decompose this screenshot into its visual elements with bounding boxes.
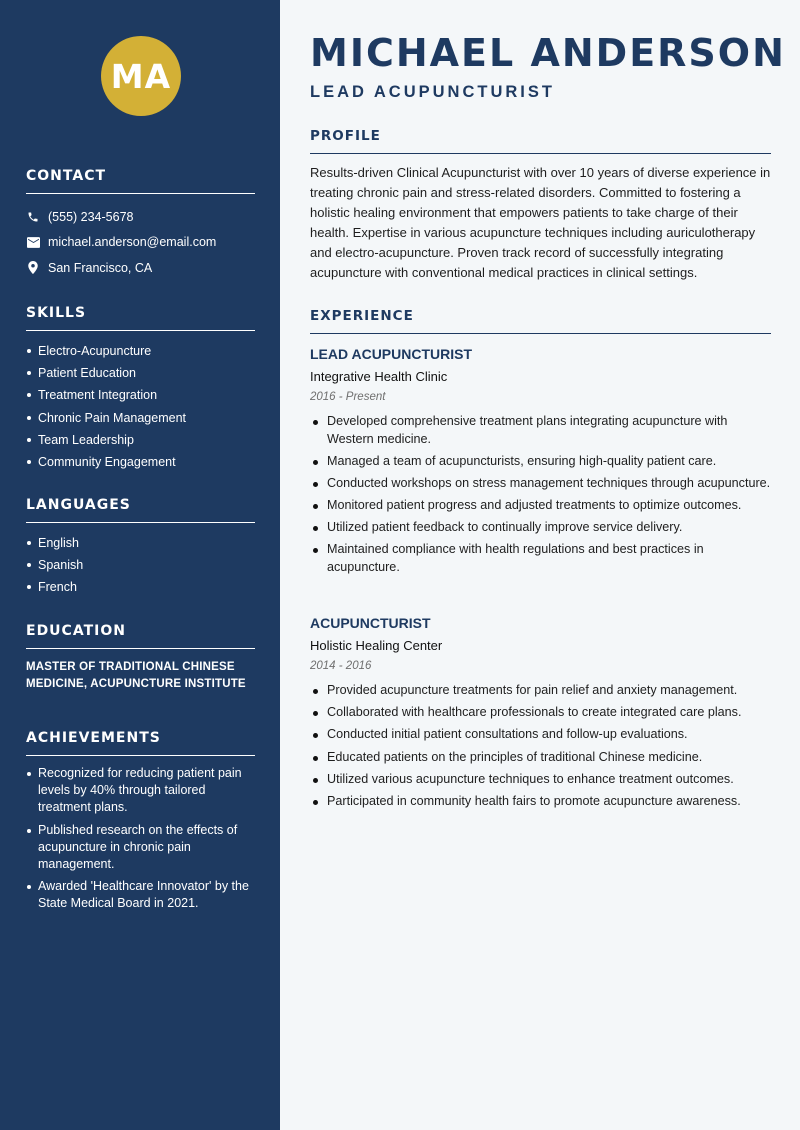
responsibility-item: Developed comprehensive treatment plans integrating acupuncture with Western medicine. [310, 413, 771, 448]
responsibility-item: Managed a team of acupuncturists, ensuring high-quality patient care. [310, 453, 771, 471]
language-item: Spanish [26, 554, 255, 576]
achievement-item: Recognized for reducing patient pain levels by 40% through tailored treatment plans. [26, 765, 255, 817]
job-company: Integrative Health Clinic [310, 369, 448, 384]
phone-icon [26, 210, 40, 224]
skills-list [26, 340, 255, 473]
achievements-list [26, 765, 255, 913]
contact-location [26, 255, 255, 281]
job-dates: 2016 - Present [310, 391, 386, 403]
candidate-title: LEAD ACUPUNCTURIST [310, 83, 555, 101]
education-degree: MASTER OF TRADITIONAL CHINESE MEDICINE, ACUPUNCTURE INSTITUTE [26, 661, 246, 690]
responsibility-item: Utilized various acupuncture techniques to enhance treatment outcomes. [310, 771, 771, 789]
responsibility-item: Participated in community health fairs to promote acupuncture awareness. [310, 793, 771, 811]
skill-item: Electro-Acupuncture [26, 340, 255, 362]
achievements-title: ACHIEVEMENTS [26, 730, 255, 756]
job-entry [310, 346, 771, 581]
job-entry [310, 615, 771, 815]
responsibility-item: Collaborated with healthcare professionals to create integrated care plans. [310, 704, 771, 722]
languages-title: LANGUAGES [26, 497, 255, 523]
candidate-name: MICHAEL ANDERSON [310, 31, 786, 75]
contact-email-text: michael.anderson@email.com [48, 235, 217, 250]
responsibility-item: Conducted initial patient consultations and follow-up evaluations. [310, 726, 771, 744]
responsibility-item: Educated patients on the principles of traditional Chinese medicine. [310, 749, 771, 767]
achievement-item: Published research on the effects of acupuncture in chronic pain management. [26, 822, 255, 874]
skill-item: Chronic Pain Management [26, 407, 255, 429]
responsibility-item: Monitored patient progress and adjusted treatments to optimize outcomes. [310, 497, 771, 515]
achievement-item: Awarded 'Healthcare Innovator' by the State Medical Board in 2021. [26, 878, 255, 912]
language-item: English [26, 532, 255, 554]
skills-title: SKILLS [26, 305, 255, 331]
job-company: Holistic Healing Center [310, 638, 443, 653]
contact-section [26, 168, 255, 281]
responsibility-item: Utilized patient feedback to continually improve service delivery. [310, 519, 771, 537]
experience-title: EXPERIENCE [310, 308, 771, 334]
contact-email [26, 230, 255, 256]
skill-item: Team Leadership [26, 429, 255, 451]
languages-section [26, 497, 255, 599]
responsibility-item: Conducted workshops on stress management techniques through acupuncture. [310, 475, 771, 493]
email-icon [26, 235, 40, 249]
job-responsibilities [310, 682, 771, 810]
contact-phone [26, 204, 255, 230]
profile-text: Results-driven Clinical Acupuncturist with over 10 years of diverse experience in treating chronic pain and stress-related disorders. Committed to fostering a holistic healing environment that empowers patients to take charge of their health. Expertise in various acupuncture techniques including auriculotherapy and electro-acupuncture. Proven track record of successfully integrating acupuncture with conventional medical practices in clinical settings. [310, 165, 771, 280]
skills-section [26, 305, 255, 473]
sidebar [0, 0, 280, 1130]
contact-phone-text: (555) 234-5678 [48, 209, 134, 224]
location-pin-icon [26, 261, 40, 275]
contact-list [26, 204, 255, 281]
skill-item: Treatment Integration [26, 384, 255, 406]
responsibility-item: Provided acupuncture treatments for pain relief and anxiety management. [310, 682, 771, 700]
profile-title: PROFILE [310, 128, 771, 154]
contact-location-text: San Francisco, CA [48, 260, 153, 275]
job-title: LEAD ACUPUNCTURIST [310, 346, 473, 362]
job-title: ACUPUNCTURIST [310, 615, 431, 631]
contact-title: CONTACT [26, 168, 255, 194]
skill-item: Patient Education [26, 362, 255, 384]
job-dates: 2014 - 2016 [310, 660, 372, 672]
job-responsibilities [310, 413, 771, 576]
education-section [26, 623, 255, 693]
language-item: French [26, 576, 255, 598]
responsibility-item: Maintained compliance with health regulations and best practices in acupuncture. [310, 541, 771, 576]
languages-list [26, 532, 255, 599]
skill-item: Community Engagement [26, 451, 255, 473]
achievements-section [26, 730, 255, 918]
avatar: MA [101, 36, 181, 116]
education-title: EDUCATION [26, 623, 255, 649]
